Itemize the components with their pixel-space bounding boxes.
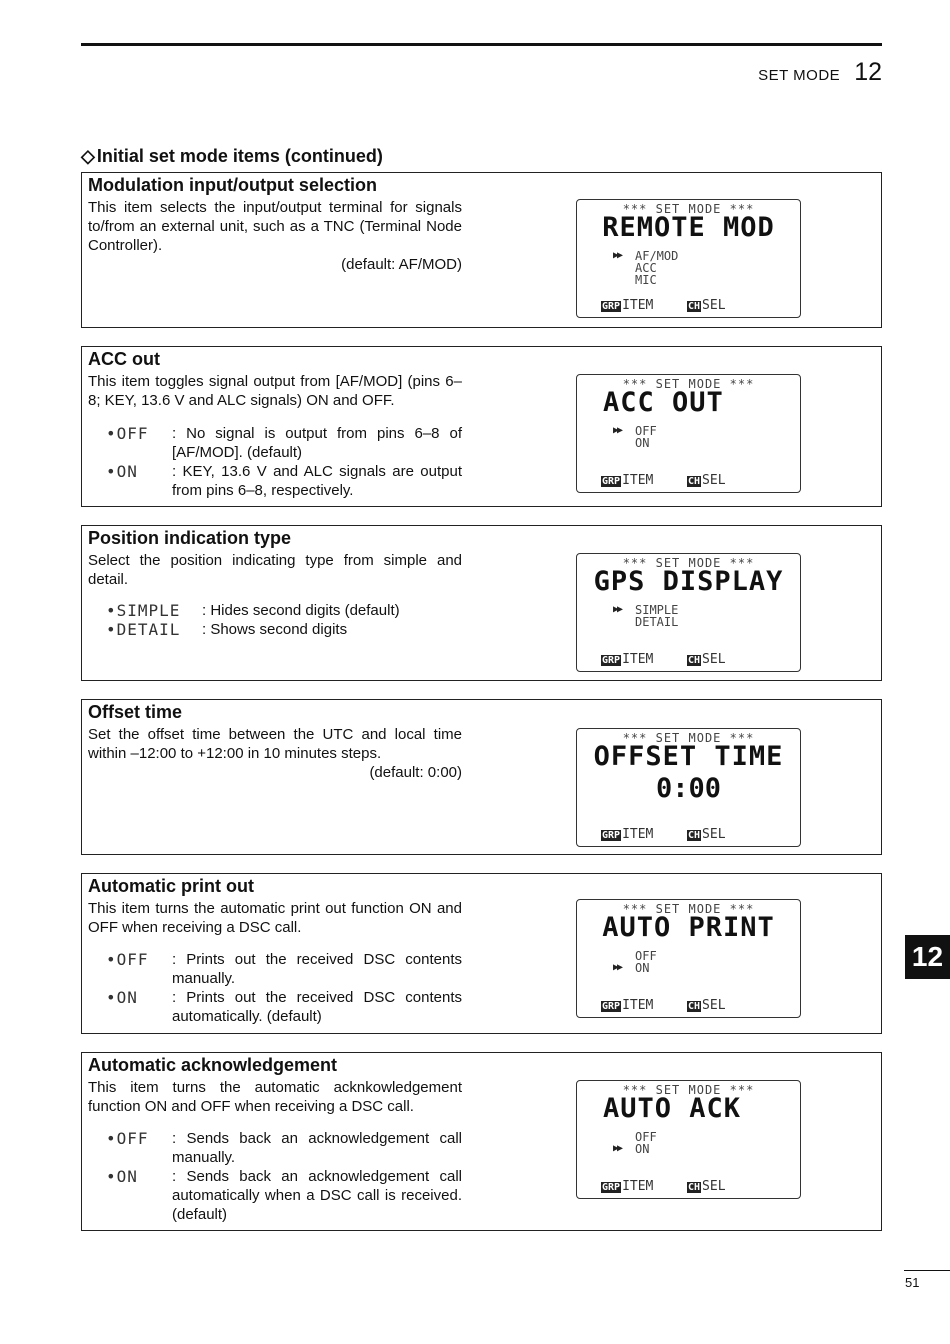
description-text: This item selects the input/output terminal for signals to/from an external unit, such as a TNC (Terminal Node Controller). [88,199,462,254]
option-key: •DETAIL [106,620,181,639]
lcd-main-text: AUTO PRINT [602,912,775,943]
option-item [106,950,462,988]
lcd-footer-sel [687,652,726,667]
option-key: •OFF [106,950,149,969]
lcd-footer-item [601,652,687,667]
selection-arrow-icon: ▶▶ [613,962,622,973]
lcd-main-text: OFFSET TIME [593,741,784,772]
box-title: Position indication type [88,528,292,548]
setting-box-auto-print [81,873,882,1034]
diamond-icon: ◇ [81,146,95,166]
option-item [106,620,462,639]
lcd-display [576,553,801,672]
lcd-footer-sel [687,473,726,488]
lcd-options [613,604,678,628]
lcd-footer-sel [687,1179,726,1194]
lcd-footer-label: ITEM [622,298,654,313]
lcd-option [613,616,678,628]
box-title: Automatic print out [88,876,254,896]
lcd-footer-item [601,473,687,488]
lcd-main-text: GPS DISPLAY [593,566,784,597]
option-text: : Sends back an acknowledgement call automatically when a DSC call is received. (default) [172,1168,462,1223]
lcd-option [613,274,678,286]
selection-arrow-icon: ▶▶ [613,250,622,261]
option-text: : KEY, 13.6 V and ALC signals are output from pins 6–8, respectively. [172,463,462,499]
lcd-display [576,199,801,318]
lcd-option-label: ON [635,1142,650,1156]
lcd-option-label: ACC [635,261,657,275]
option-text: : Hides second digits (default) [202,602,400,619]
lcd-main-text: REMOTE MOD [602,212,775,243]
lcd-main-text: ACC OUT [603,387,724,418]
lcd-options [613,950,657,974]
setting-box-modulation [81,172,882,328]
option-key: •OFF [106,1129,149,1148]
ch-key-icon: CH [688,1182,701,1193]
box-title: ACC out [88,349,160,369]
option-text: : Sends back an acknowledgement call manually. [172,1130,462,1166]
ch-key-icon: CH [688,830,701,841]
lcd-footer [601,998,800,1013]
option-key: •SIMPLE [106,601,181,620]
grp-key-icon: GRP [602,301,621,312]
ch-key-icon: CH [688,301,701,312]
lcd-header: *** SET MODE *** [622,202,755,216]
option-key: •OFF [106,424,149,443]
option-item [106,462,462,500]
lcd-value: 0:00 [655,773,722,804]
option-item [106,601,462,620]
section-heading [81,146,383,167]
lcd-footer-label: SEL [702,998,726,1013]
grp-key-icon: GRP [602,655,621,666]
description-text: Select the position indicating type from simple and detail. [88,552,462,588]
lcd-display [576,374,801,493]
lcd-footer [601,827,800,842]
box-title: Offset time [88,702,183,722]
setting-box-offset-time [81,699,882,855]
lcd-footer-sel [687,298,726,313]
setting-box-acc-out [81,346,882,507]
box-description [88,1078,462,1116]
grp-key-icon: GRP [602,830,621,841]
lcd-footer-label: ITEM [622,1179,654,1194]
lcd-footer-label: ITEM [622,998,654,1013]
lcd-footer-label: ITEM [622,652,654,667]
lcd-footer [601,473,800,488]
selection-arrow-icon [613,950,635,962]
lcd-options [613,250,678,286]
box-description [88,198,462,274]
selection-arrow-icon: ▶▶ [613,604,622,615]
lcd-footer-label: SEL [702,473,726,488]
ch-key-icon: CH [688,655,701,666]
lcd-header: *** SET MODE *** [622,1083,755,1097]
option-text: : Prints out the received DSC contents manually. [172,951,462,987]
lcd-display [576,899,801,1018]
lcd-option-label: ON [635,436,650,450]
lcd-footer-label: ITEM [622,827,654,842]
option-key: •ON [106,1167,138,1186]
option-list [106,601,462,639]
lcd-footer-item [601,827,687,842]
option-key: •ON [106,462,138,481]
chapter-tab: 12 [905,935,950,979]
box-title: Automatic acknowledgement [88,1055,338,1075]
lcd-option-label: OFF [635,1130,657,1144]
lcd-option-label: OFF [635,949,657,963]
lcd-option [613,1143,657,1155]
option-item [106,424,462,462]
selection-arrow-icon [613,437,635,449]
description-text: This item turns the automatic acknkowledgement function ON and OFF when receiving a DSC call. [88,1079,462,1115]
lcd-footer [601,652,800,667]
selection-arrow-icon [613,1131,635,1143]
section-heading-text: Initial set mode items (continued) [96,146,383,166]
option-list [106,950,462,1026]
option-item [106,988,462,1026]
lcd-footer-label: SEL [702,827,726,842]
ch-key-icon: CH [688,476,701,487]
lcd-option-label: MIC [635,273,657,287]
lcd-footer-item [601,298,687,313]
lcd-options [613,1131,657,1155]
selection-arrow-icon [613,616,635,628]
selection-arrow-icon: ▶▶ [613,1143,622,1154]
option-text: : No signal is output from pins 6–8 of [AF/MOD]. (default) [172,425,462,461]
option-text: : Shows second digits [202,621,348,638]
lcd-header: *** SET MODE *** [622,902,755,916]
lcd-display [576,1080,801,1199]
box-description [88,551,462,589]
page-header [758,58,882,87]
lcd-main-text: AUTO ACK [603,1093,742,1124]
description-text: Set the offset time between the UTC and local time within –12:00 to +12:00 in 10 minutes steps. [88,726,462,762]
description-text: This item toggles signal output from [AF/MOD] (pins 6–8; KEY, 13.6 V and ALC signals) ON and OFF. [88,373,462,409]
lcd-option-label: OFF [635,424,657,438]
lcd-footer [601,298,800,313]
selection-arrow-icon [613,274,635,286]
lcd-footer-label: ITEM [622,473,654,488]
lcd-option-label: DETAIL [635,615,679,629]
selection-arrow-icon: ▶▶ [613,425,622,436]
top-rule [81,43,882,46]
lcd-option-label: SIMPLE [635,603,679,617]
lcd-footer-item [601,1179,687,1194]
lcd-options [613,425,657,449]
lcd-footer-item [601,998,687,1013]
box-description [88,372,462,410]
page-number-rule [904,1270,950,1271]
lcd-footer-label: SEL [702,1179,726,1194]
box-description [88,725,462,782]
box-title: Modulation input/output selection [88,175,377,195]
option-item [106,1129,462,1167]
default-text: (default: 0:00) [369,764,462,781]
lcd-display [576,728,801,847]
lcd-header: *** SET MODE *** [622,731,755,745]
lcd-footer-sel [687,827,726,842]
setting-box-position-indication [81,525,882,681]
selection-arrow-icon [613,262,635,274]
lcd-option [613,962,657,974]
grp-key-icon: GRP [602,1182,621,1193]
page-number: 51 [905,1275,920,1290]
option-text: : Prints out the received DSC contents automatically. (default) [172,989,462,1025]
description-text: This item turns the automatic print out function ON and OFF when receiving a DSC call. [88,900,462,936]
lcd-footer-label: SEL [702,652,726,667]
chapter-number: 12 [854,58,882,86]
lcd-option-label: AF/MOD [635,249,679,263]
lcd-option [613,437,657,449]
setting-box-auto-ack [81,1052,882,1231]
grp-key-icon: GRP [602,1001,621,1012]
grp-key-icon: GRP [602,476,621,487]
lcd-footer-sel [687,998,726,1013]
option-list [106,424,462,500]
lcd-header: *** SET MODE *** [622,377,755,391]
default-text: (default: AF/MOD) [341,256,462,273]
box-description [88,899,462,937]
option-list [106,1129,462,1224]
option-item [106,1167,462,1224]
option-key: •ON [106,988,138,1007]
lcd-footer-label: SEL [702,298,726,313]
ch-key-icon: CH [688,1001,701,1012]
lcd-option-label: ON [635,961,650,975]
lcd-header: *** SET MODE *** [622,556,755,570]
lcd-footer [601,1179,800,1194]
header-title: SET MODE [758,67,841,84]
